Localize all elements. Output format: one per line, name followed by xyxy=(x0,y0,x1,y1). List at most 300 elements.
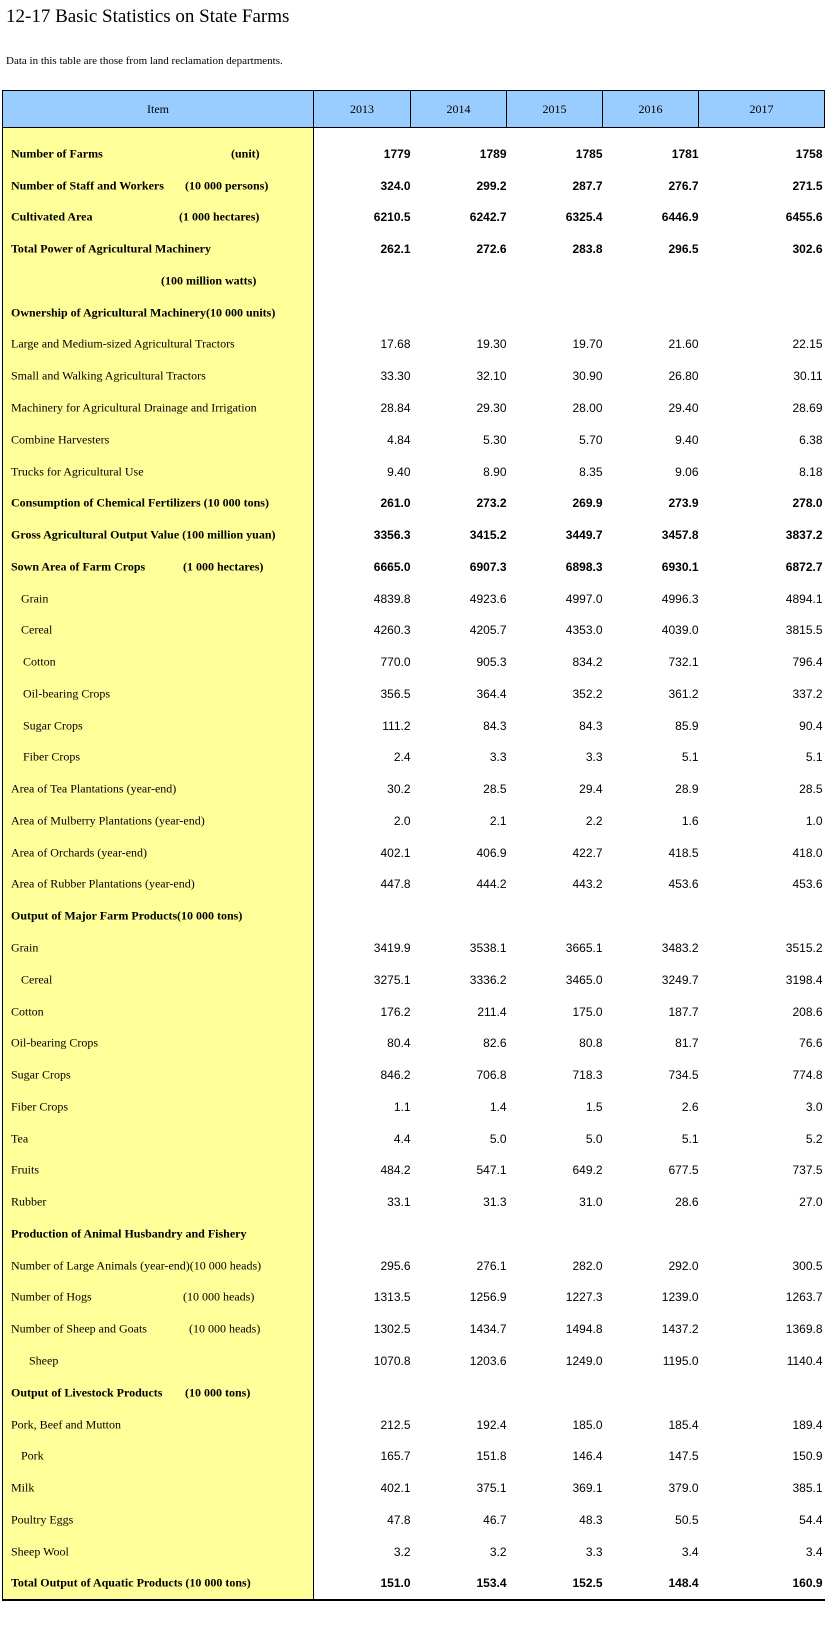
row-label-cell xyxy=(3,646,314,678)
row-label-cell xyxy=(3,614,314,646)
value-cell: 50.5 xyxy=(675,1512,699,1527)
row-label-cell xyxy=(3,1091,314,1123)
value-cell: 3538.1 xyxy=(469,941,507,956)
row-label-cell xyxy=(3,138,314,170)
page-title: 12-17 Basic Statistics on State Farms xyxy=(6,6,290,27)
value-cell: 28.84 xyxy=(380,401,411,415)
table-row xyxy=(3,519,825,551)
value-cell: 295.6 xyxy=(380,1258,411,1273)
value-cell: 261.0 xyxy=(380,496,411,511)
value-cell xyxy=(411,1377,507,1409)
row-label: Production of Animal Husbandry and Fishery xyxy=(11,1226,247,1241)
value-cell: 273.2 xyxy=(476,496,507,511)
row-unit: (unit) xyxy=(231,146,260,161)
value-cell: 29.30 xyxy=(476,401,507,415)
value-cell: 5.1 xyxy=(805,750,823,765)
row-label-cell xyxy=(3,1409,314,1441)
value-cell xyxy=(603,1218,699,1250)
row-label-cell xyxy=(3,170,314,202)
value-cell xyxy=(603,1377,699,1409)
value-cell: 48.3 xyxy=(579,1512,603,1527)
row-label-cell xyxy=(3,329,314,361)
row-label: Total Power of Agricultural Machinery xyxy=(11,241,211,256)
value-cell: 302.6 xyxy=(792,242,823,257)
row-label: Cultivated Area xyxy=(11,209,93,224)
value-cell: 47.8 xyxy=(387,1512,411,1527)
value-cell: 547.1 xyxy=(476,1163,507,1178)
value-cell: 192.4 xyxy=(476,1417,507,1432)
row-label: Poultry Eggs xyxy=(11,1512,74,1527)
row-label: Area of Tea Plantations (year-end) xyxy=(11,781,177,796)
table-row xyxy=(3,996,825,1028)
value-cell: 1256.9 xyxy=(469,1290,507,1305)
value-cell: 1437.2 xyxy=(661,1322,699,1337)
value-cell: 211.4 xyxy=(477,1004,507,1019)
value-cell: 3249.7 xyxy=(661,972,699,987)
row-label-cell xyxy=(3,1250,314,1282)
row-label-cell xyxy=(3,360,314,392)
row-label: Number of Farms xyxy=(11,146,103,161)
value-cell: 4996.3 xyxy=(661,591,699,606)
value-cell: 3.2 xyxy=(489,1544,507,1559)
table-row xyxy=(3,646,825,678)
table-row xyxy=(3,1186,825,1218)
value-cell: 3.2 xyxy=(393,1544,411,1559)
value-cell: 6210.5 xyxy=(373,210,411,225)
value-cell: 3515.2 xyxy=(785,941,823,956)
value-cell: 17.68 xyxy=(380,337,411,352)
value-cell: 337.2 xyxy=(792,686,823,701)
spacer-row xyxy=(3,128,825,139)
table-row xyxy=(3,1218,825,1250)
value-cell: 6898.3 xyxy=(565,559,603,574)
table-row xyxy=(3,487,825,519)
value-cell: 3198.4 xyxy=(785,972,823,987)
value-cell: 453.6 xyxy=(792,877,823,892)
value-cell: 418.5 xyxy=(668,845,699,860)
value-cell: 1195.0 xyxy=(662,1353,699,1368)
value-cell: 6446.9 xyxy=(661,210,699,225)
value-cell: 905.3 xyxy=(476,655,507,670)
value-cell xyxy=(411,900,507,932)
value-cell: 6665.0 xyxy=(373,559,411,574)
value-cell: 1239.0 xyxy=(661,1290,699,1305)
value-cell: 444.2 xyxy=(476,877,507,892)
value-cell: 27.0 xyxy=(799,1195,823,1210)
header-year: 2015 xyxy=(507,91,603,128)
value-cell: 287.7 xyxy=(572,178,603,193)
row-unit: (10 000 persons) xyxy=(185,178,269,193)
row-label: Fruits xyxy=(11,1162,40,1177)
row-label: Oil-bearing Crops xyxy=(11,1035,98,1050)
row-label-cell xyxy=(3,1282,314,1314)
header-year: 2014 xyxy=(411,91,507,128)
row-label-cell xyxy=(3,1186,314,1218)
table-row xyxy=(3,138,825,170)
row-label-cell xyxy=(3,265,314,297)
row-label: Ownership of Agricultural Machinery(10 000 units) xyxy=(11,305,276,320)
row-label-cell xyxy=(3,487,314,519)
value-cell: 26.80 xyxy=(668,369,699,384)
row-label-cell xyxy=(3,1567,314,1600)
table-row xyxy=(3,360,825,392)
value-cell: 770.0 xyxy=(380,655,411,670)
value-cell: 1785 xyxy=(575,146,603,161)
value-cell: 1789 xyxy=(479,146,507,161)
statistics-table xyxy=(2,90,825,1601)
value-cell: 8.35 xyxy=(579,464,603,479)
value-cell: 6.38 xyxy=(799,432,823,447)
value-cell: 292.0 xyxy=(668,1258,699,1273)
value-cell: 796.4 xyxy=(792,655,823,670)
value-cell: 4894.1 xyxy=(785,591,823,606)
table-row xyxy=(3,614,825,646)
row-label: Number of Hogs xyxy=(11,1289,92,1304)
value-cell: 369.1 xyxy=(572,1481,603,1496)
table-row xyxy=(3,1536,825,1568)
row-unit: (100 million watts) xyxy=(161,273,257,288)
value-cell xyxy=(314,900,411,932)
value-cell xyxy=(699,265,825,297)
value-cell: 4260.3 xyxy=(373,623,411,638)
row-label: Gross Agricultural Output Value (100 million yuan) xyxy=(11,527,276,542)
value-cell: 1.0 xyxy=(805,813,823,828)
table-row xyxy=(3,202,825,234)
value-cell: 5.0 xyxy=(585,1131,603,1146)
value-cell: 185.4 xyxy=(668,1417,699,1432)
value-cell: 276.1 xyxy=(476,1258,507,1273)
value-cell: 1070.8 xyxy=(373,1353,411,1368)
value-cell: 3.3 xyxy=(489,750,507,765)
value-cell: 9.40 xyxy=(387,464,411,479)
value-cell: 111.2 xyxy=(382,718,411,733)
table-note: Data in this table are those from land reclamation departments. xyxy=(6,55,283,67)
value-cell: 19.70 xyxy=(572,337,603,352)
value-cell: 30.2 xyxy=(387,782,411,797)
table-body xyxy=(3,128,825,1601)
row-label-cell xyxy=(3,1472,314,1504)
value-cell: 1302.5 xyxy=(373,1322,411,1337)
value-cell: 28.6 xyxy=(675,1195,699,1210)
row-label-cell xyxy=(3,583,314,615)
row-label-cell xyxy=(3,456,314,488)
value-cell: 32.10 xyxy=(476,369,507,384)
table-row xyxy=(3,1250,825,1282)
value-cell: 3275.1 xyxy=(373,972,411,987)
row-label: Machinery for Agricultural Drainage and Irrigation xyxy=(11,400,257,415)
row-label-cell xyxy=(3,1123,314,1155)
value-cell: 82.6 xyxy=(483,1036,507,1051)
value-cell: 296.5 xyxy=(668,242,699,257)
value-cell xyxy=(507,1377,603,1409)
value-cell: 84.3 xyxy=(483,718,507,733)
value-cell: 4997.0 xyxy=(565,591,603,606)
value-cell: 3.3 xyxy=(585,1544,603,1559)
row-label-cell xyxy=(3,1218,314,1250)
value-cell: 3419.9 xyxy=(373,941,411,956)
row-label: Grain xyxy=(21,591,49,606)
row-label-cell xyxy=(3,519,314,551)
row-label-cell xyxy=(3,1377,314,1409)
value-cell: 2.2 xyxy=(585,813,603,828)
value-cell: 148.4 xyxy=(603,1567,699,1600)
row-label-cell xyxy=(3,710,314,742)
header-item: Item xyxy=(3,91,314,128)
row-label: Large and Medium-sized Agricultural Tractors xyxy=(11,336,235,351)
value-cell: 84.3 xyxy=(579,718,603,733)
value-cell: 189.4 xyxy=(792,1417,823,1432)
value-cell: 6872.7 xyxy=(785,559,823,574)
value-cell: 774.8 xyxy=(792,1068,823,1083)
row-label: Sugar Crops xyxy=(23,718,83,733)
value-cell: 30.90 xyxy=(572,369,603,384)
value-cell: 3.4 xyxy=(805,1544,823,1559)
value-cell: 1249.0 xyxy=(565,1353,603,1368)
row-label: Trucks for Agricultural Use xyxy=(11,464,144,479)
table-row xyxy=(3,297,825,329)
value-cell xyxy=(411,297,507,329)
value-cell: 1203.6 xyxy=(469,1353,507,1368)
table-row xyxy=(3,424,825,456)
value-cell: 3483.2 xyxy=(661,941,699,956)
row-label: Small and Walking Agricultural Tractors xyxy=(11,368,206,383)
table-row xyxy=(3,1345,825,1377)
value-cell: 4.4 xyxy=(393,1131,411,1146)
table-row xyxy=(3,170,825,202)
value-cell: 1.4 xyxy=(489,1099,507,1114)
row-label-cell xyxy=(3,1059,314,1091)
value-cell: 447.8 xyxy=(380,877,411,892)
row-label: Output of Major Farm Products xyxy=(11,908,178,923)
value-cell: 6242.7 xyxy=(469,210,507,225)
value-cell xyxy=(699,1377,825,1409)
row-unit: (10 000 heads) xyxy=(183,1289,255,1304)
row-label: Cotton xyxy=(11,1004,44,1019)
value-cell: 28.9 xyxy=(675,782,699,797)
table-row xyxy=(3,233,825,265)
value-cell: 324.0 xyxy=(380,178,411,193)
value-cell: 8.90 xyxy=(483,464,507,479)
table-row xyxy=(3,678,825,710)
value-cell: 3.0 xyxy=(805,1099,823,1114)
value-cell: 271.5 xyxy=(792,178,823,193)
row-unit: (1 000 hectares) xyxy=(179,209,260,224)
row-label: Number of Sheep and Goats xyxy=(11,1321,147,1336)
row-label-cell xyxy=(3,233,314,265)
value-cell: 402.1 xyxy=(380,845,411,860)
value-cell: 379.0 xyxy=(668,1481,699,1496)
value-cell: 262.1 xyxy=(380,242,411,257)
value-cell: 76.6 xyxy=(799,1036,823,1051)
row-label-cell xyxy=(3,805,314,837)
row-label-cell xyxy=(3,869,314,901)
value-cell: 2.1 xyxy=(489,813,507,828)
row-label-cell xyxy=(3,742,314,774)
value-cell: 3465.0 xyxy=(565,972,603,987)
value-cell: 3815.5 xyxy=(785,623,823,638)
table-row xyxy=(3,1472,825,1504)
value-cell: 356.5 xyxy=(380,686,411,701)
value-cell xyxy=(699,1218,825,1250)
value-cell: 28.00 xyxy=(572,401,603,415)
value-cell: 3.3 xyxy=(585,750,603,765)
value-cell: 677.5 xyxy=(668,1163,699,1178)
value-cell: 22.15 xyxy=(792,337,823,352)
value-cell: 3415.2 xyxy=(469,528,507,543)
value-cell: 418.0 xyxy=(792,845,823,860)
header-year: 2013 xyxy=(314,91,411,128)
row-label-cell xyxy=(3,1440,314,1472)
value-cell: 2.6 xyxy=(681,1099,699,1114)
value-cell: 19.30 xyxy=(476,337,507,352)
value-cell: 30.11 xyxy=(793,369,823,384)
value-cell: 160.9 xyxy=(699,1567,825,1600)
row-label-cell xyxy=(3,1313,314,1345)
row-label: Rubber xyxy=(11,1194,47,1209)
value-cell: 406.9 xyxy=(476,845,507,860)
value-cell: 28.5 xyxy=(799,782,823,797)
value-cell: 422.7 xyxy=(572,845,603,860)
row-label: Cereal xyxy=(21,622,53,637)
table-row xyxy=(3,1313,825,1345)
value-cell: 1781 xyxy=(671,146,699,161)
value-cell: 6907.3 xyxy=(469,559,507,574)
value-cell: 81.7 xyxy=(675,1036,699,1051)
value-cell xyxy=(314,265,411,297)
value-cell: 150.9 xyxy=(792,1449,823,1464)
value-cell: 185.0 xyxy=(572,1417,603,1432)
value-cell: 46.7 xyxy=(483,1512,507,1527)
value-cell: 80.4 xyxy=(387,1036,411,1051)
table-row xyxy=(3,329,825,361)
value-cell: 5.0 xyxy=(489,1131,507,1146)
value-cell xyxy=(507,297,603,329)
value-cell: 152.5 xyxy=(507,1567,603,1600)
value-cell: 276.7 xyxy=(668,178,699,193)
value-cell: 165.7 xyxy=(380,1449,411,1464)
row-label: Cotton xyxy=(23,654,56,669)
value-cell: 33.30 xyxy=(380,369,411,384)
table-row xyxy=(3,837,825,869)
value-cell: 5.1 xyxy=(681,750,699,765)
table-row xyxy=(3,773,825,805)
value-cell: 282.0 xyxy=(572,1258,603,1273)
value-cell: 4923.6 xyxy=(469,591,507,606)
row-label: Sown Area of Farm Crops xyxy=(11,559,146,574)
table-row xyxy=(3,805,825,837)
row-label: Grain xyxy=(11,940,39,955)
value-cell: 364.4 xyxy=(476,686,507,701)
value-cell: 649.2 xyxy=(572,1163,603,1178)
value-cell: 2.4 xyxy=(393,750,411,765)
row-label: Area of Mulberry Plantations (year-end) xyxy=(11,813,205,828)
value-cell: 453.6 xyxy=(668,877,699,892)
value-cell: 4839.8 xyxy=(373,591,411,606)
table-row xyxy=(3,1440,825,1472)
value-cell: 21.60 xyxy=(668,337,699,352)
value-cell: 187.7 xyxy=(668,1004,699,1019)
row-label-cell xyxy=(3,551,314,583)
value-cell: 1758 xyxy=(795,146,823,161)
value-cell: 9.06 xyxy=(675,464,699,479)
row-label: Pork xyxy=(21,1448,44,1463)
row-label: Pork, Beef and Mutton xyxy=(11,1417,121,1431)
value-cell xyxy=(507,265,603,297)
table-row xyxy=(3,742,825,774)
row-label-cell xyxy=(3,424,314,456)
table-row xyxy=(3,964,825,996)
value-cell: 151.8 xyxy=(476,1449,507,1464)
table-row xyxy=(3,265,825,297)
value-cell: 5.1 xyxy=(681,1131,699,1146)
row-label-cell xyxy=(3,392,314,424)
table-row xyxy=(3,869,825,901)
row-label: Output of Livestock Products xyxy=(11,1385,163,1400)
value-cell: 6930.1 xyxy=(661,559,699,574)
value-cell: 5.30 xyxy=(483,432,507,447)
row-unit: (1 000 hectares) xyxy=(183,559,264,574)
value-cell: 737.5 xyxy=(792,1163,823,1178)
table-row xyxy=(3,932,825,964)
row-label: Sheep xyxy=(29,1353,59,1368)
row-label: Oil-bearing Crops xyxy=(23,686,110,701)
row-label: Sugar Crops xyxy=(11,1067,71,1082)
row-label: Area of Rubber Plantations (year-end) xyxy=(11,876,195,891)
table-row xyxy=(3,456,825,488)
value-cell: 153.4 xyxy=(411,1567,507,1600)
value-cell: 2.0 xyxy=(393,813,411,828)
row-label-cell xyxy=(3,964,314,996)
value-cell: 31.0 xyxy=(579,1195,603,1210)
row-label: Area of Orchards (year-end) xyxy=(11,845,148,860)
value-cell: 1.6 xyxy=(681,813,699,828)
value-cell: 90.4 xyxy=(799,718,823,733)
value-cell: 208.6 xyxy=(792,1004,823,1019)
value-cell xyxy=(603,265,699,297)
row-label: Consumption of Chemical Fertilizers (10 000 tons) xyxy=(11,495,269,510)
row-label-cell xyxy=(3,996,314,1028)
table-row xyxy=(3,392,825,424)
value-cell: 1.1 xyxy=(393,1099,411,1114)
value-cell: 283.8 xyxy=(572,242,603,257)
table-row xyxy=(3,583,825,615)
table-row xyxy=(3,1377,825,1409)
header-year: 2017 xyxy=(699,91,825,128)
value-cell: 4205.7 xyxy=(469,623,507,638)
value-cell xyxy=(603,900,699,932)
value-cell: 85.9 xyxy=(675,718,699,733)
row-label-cell xyxy=(3,1536,314,1568)
table-row xyxy=(3,551,825,583)
table-row xyxy=(3,1059,825,1091)
value-cell: 5.70 xyxy=(579,432,603,447)
value-cell: 732.1 xyxy=(668,655,699,670)
value-cell: 1369.8 xyxy=(785,1322,823,1337)
value-cell: 1494.8 xyxy=(565,1322,603,1337)
value-cell: 352.2 xyxy=(572,686,603,701)
value-cell: 31.3 xyxy=(483,1195,507,1210)
table-row xyxy=(3,900,825,932)
value-cell: 278.0 xyxy=(792,496,823,511)
row-label: Fiber Crops xyxy=(23,749,80,764)
value-cell: 54.4 xyxy=(799,1512,823,1527)
row-label-cell xyxy=(3,932,314,964)
value-cell: 3837.2 xyxy=(785,528,823,543)
value-cell: 706.8 xyxy=(476,1068,507,1083)
value-cell xyxy=(411,1218,507,1250)
value-cell: 402.1 xyxy=(380,1481,411,1496)
value-cell: 3356.3 xyxy=(373,528,411,543)
